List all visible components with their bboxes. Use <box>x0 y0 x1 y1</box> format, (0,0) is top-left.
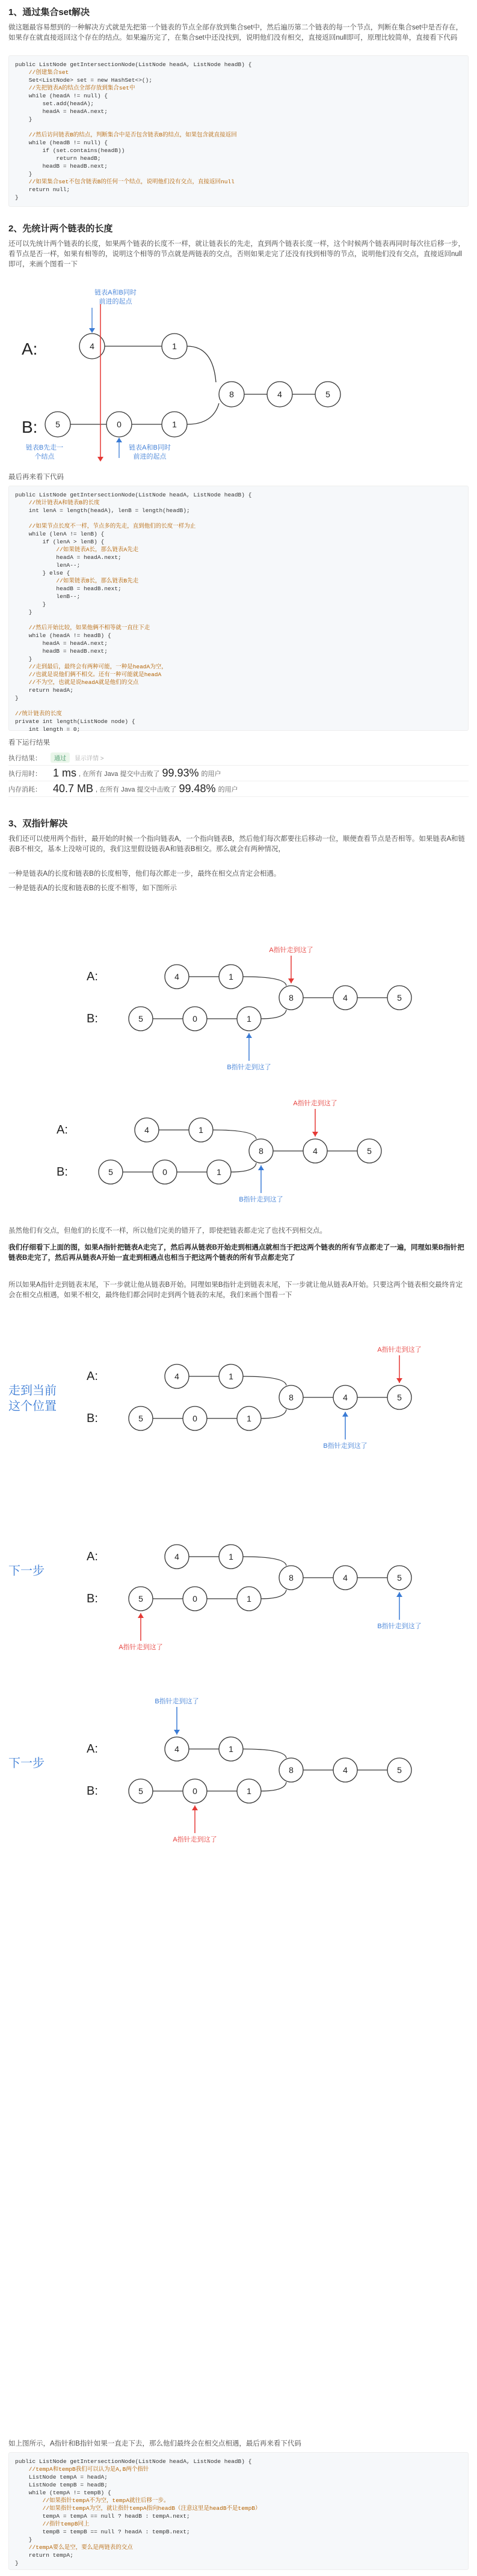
code-line: int length = 0; <box>15 726 81 733</box>
node-value: 1 <box>229 1744 233 1754</box>
node-value: 4 <box>313 1146 318 1156</box>
section3-p3: 一种是链表A的长度和链表B的长度不相等，如下图所示 <box>8 885 177 892</box>
result-key: 执行结果： <box>8 754 42 762</box>
code-line: //走到最后，最终会有两种可能，一种是headA为空， <box>15 664 167 670</box>
label-a: A: <box>87 1370 98 1383</box>
node-value: 8 <box>289 1393 294 1402</box>
code-line: headA = headA.next; <box>15 640 108 647</box>
code-line: if (set.contains(headB)) <box>15 147 125 154</box>
node-b2: 0 <box>117 420 122 429</box>
section3-p5: 我们仔细看下上面的图，如果A指针把链表A走完了，然后再从链表B开始走到相遇点就相当于把这两个链表的所有节点都走了一遍，同理如果B指针把链表B走完了，然后再从链表A开始一直走到相遇点也相当于把这两个链表的所有节点都走完了 <box>8 1244 464 1262</box>
node-value: 1 <box>247 1786 251 1796</box>
code-line: set.add(headA); <box>15 100 94 107</box>
node-value: 4 <box>174 1744 179 1754</box>
node-value: 1 <box>198 1125 203 1135</box>
code-line: return headA; <box>15 687 73 694</box>
result-row-memory <box>8 781 469 797</box>
pointer-b-label: B指针走到这了 <box>155 1698 199 1705</box>
code-line <box>15 123 462 131</box>
pointer-b-label: B指针走到这了 <box>239 1196 283 1203</box>
pointer-b-label: B指针走到这了 <box>227 1064 271 1071</box>
section1-paragraph: 做这题最容易想到的一种解决方式就是先把第一个链表的节点全部存放到集合set中，然后遍历第二个链表的每一个节点，判断在集合set中是否存在，如果存在就直接返回这个存在的结点。如果遍历完了，在集合set中还没找到，说明他们没有相交，直接返回null即可，原理比较简单，直接看下代码 <box>8 24 463 41</box>
bottom-note-2: 前进的起点 <box>133 453 167 460</box>
node-value: 0 <box>192 1014 197 1024</box>
code-line: while (lenA != lenB) { <box>15 531 105 537</box>
code-line: //如果指针tempA不为空，tempA就往后移一步。 <box>15 2497 170 2504</box>
node-c2: 4 <box>277 389 282 399</box>
code-line <box>15 514 462 522</box>
code-line: while (headB != null) { <box>15 139 108 146</box>
code-line: //tempA要么是空，要么是两链表的交点 <box>15 2544 133 2551</box>
node-value: 5 <box>138 1414 143 1423</box>
node-value: 8 <box>289 1573 294 1583</box>
node-value: 1 <box>229 1372 233 1381</box>
pointer-diagram <box>8 1304 469 1473</box>
label-a: A: <box>87 1550 98 1563</box>
section2-after: 最后再来看下代码 <box>8 474 64 481</box>
code-line: headB = headB.next; <box>15 648 108 655</box>
code-line: return headB; <box>15 155 101 162</box>
pointer-b-label: B指针走到这了 <box>377 1623 422 1630</box>
top-note-2: 前进的起点 <box>99 298 132 305</box>
node-value: 4 <box>343 993 348 1003</box>
section3-title: 3、双指针解决 <box>8 819 68 829</box>
code-line: } <box>15 695 19 701</box>
time-percent: 99.93% <box>162 767 199 779</box>
code-line: tempA = tempA == null ? headB : tempA.next; <box>15 2513 190 2520</box>
left-note-1: 链表B先走一 <box>25 444 64 451</box>
node-b3: 1 <box>172 420 177 429</box>
result-row-status <box>8 750 469 766</box>
result-suffix: 的用户 <box>218 786 238 793</box>
side-note: 走到当前 <box>8 1384 57 1397</box>
node-value: 5 <box>397 1573 402 1583</box>
label-a: A: <box>87 970 98 983</box>
pointer-diagram <box>8 902 469 1071</box>
code-block-2 <box>8 486 469 731</box>
result-key: 内存消耗： <box>8 786 42 793</box>
code-block-3 <box>8 2452 469 2570</box>
code-line: tempB = tempB == null ? headA : tempB.next; <box>15 2529 190 2535</box>
side-note: 下一步 <box>8 1564 45 1578</box>
node-value: 4 <box>174 1552 179 1561</box>
code-line <box>15 616 462 624</box>
code-line: //统计链表的长度 <box>15 710 62 717</box>
node-b1: 5 <box>55 420 60 429</box>
s3-p1-text: 我们还可以使用两个指针，最开始的时候一个指向链表A，一个指向链表B，然后他们每次都要往后移动一位，顺便查看节点是否相等。如果链表A和链表B不相交，基本上没啥可说的，我们这里假设链表A和链表B相交。那么就会有两种情况， <box>8 835 466 853</box>
code-line: //如果集合set不包含链表B的任何一个结点，说明他们没有交点，直接返回null <box>15 179 235 185</box>
node-c3: 5 <box>325 389 330 399</box>
time-value: 1 ms <box>53 767 77 779</box>
code-line: lenB--; <box>15 593 81 600</box>
label-b: B: <box>87 1412 98 1425</box>
code-line: //如果链表B长，那么链表B先走 <box>15 578 139 584</box>
top-note-1: 链表A和B同时 <box>94 289 137 296</box>
code-line: } <box>15 171 32 177</box>
code-line: } else { <box>15 570 70 576</box>
details-link[interactable]: 显示详情 > <box>75 755 104 762</box>
pointer-a-label: A指针走到这了 <box>118 1644 163 1651</box>
node-value: 4 <box>144 1125 149 1135</box>
code-line: ListNode tempA = headA; <box>15 2474 108 2480</box>
code-line: return null; <box>15 186 70 193</box>
memory-value: 40.7 MB <box>53 783 94 795</box>
code-line: ListNode tempB = headB; <box>15 2482 108 2488</box>
code-block-1 <box>8 55 469 207</box>
code-line: //先把链表A的结点全部存放到集合set中 <box>15 85 135 91</box>
code-line: public ListNode getIntersectionNode(ListNode headA, ListNode headB) { <box>15 2458 252 2465</box>
node-value: 0 <box>192 1594 197 1604</box>
node-value: 1 <box>247 1014 251 1024</box>
code-line: } <box>15 194 19 201</box>
code-line: //如果链表A长，那么链表A先走 <box>15 546 139 553</box>
code-line: Set<ListNode> set = new HashSet<>(); <box>15 77 153 84</box>
section3-p1 <box>8 834 469 855</box>
code-line: headA = headA.next; <box>15 554 122 561</box>
pointer-b-label: B指针走到这了 <box>323 1442 368 1450</box>
node-c1: 8 <box>229 389 234 399</box>
section3-p6: 所以如果A指针走到链表末尾，下一步就让他从链表B开始。同理如果B指针走到链表末尾，下一步就让他从链表A开始。只要这两个链表相交最终肯定会在相交点相遇，如果不相交，最终他们都会同时走到两个链表的末尾，我们来画个图看一下 <box>8 1281 463 1299</box>
code-line: public ListNode getIntersectionNode(ListNode headA, ListNode headB) { <box>15 492 252 498</box>
node-value: 1 <box>247 1414 251 1423</box>
node-value: 5 <box>138 1786 143 1796</box>
result-table <box>8 750 469 797</box>
node-value: 1 <box>229 972 233 981</box>
node-value: 8 <box>259 1146 263 1156</box>
code-line: while (headA != headB) { <box>15 632 111 639</box>
node-value: 5 <box>397 1765 402 1775</box>
pointer-a-label: A指针走到这了 <box>173 1836 217 1843</box>
node-value: 8 <box>289 993 294 1003</box>
node-value: 0 <box>162 1167 167 1177</box>
code-line: //然后开始比较，如果他俩不相等就一直往下走 <box>15 624 150 631</box>
node-value: 1 <box>217 1167 221 1177</box>
label-a: A: <box>87 1742 98 1756</box>
node-value: 0 <box>192 1786 197 1796</box>
node-value: 5 <box>367 1146 372 1156</box>
section2-paragraph: 还可以先统计两个链表的长度，如果两个链表的长度不一样，就让链表长的先走，直到两个链表长度一样，这个时候两个链表再同时每次往后移一步，看节点是否一样，如果有相等的，说明这个相等的节点就是两链表的交点，否则如果走完了还没有找到相等的节点，说明他们没有交点，直接返回null即可，来画个图看一下 <box>8 240 465 268</box>
label-a: A: <box>57 1123 68 1137</box>
code-line: return tempA; <box>15 2552 73 2559</box>
section1-title: 1、通过集合set解决 <box>8 7 90 17</box>
label-a: A: <box>22 340 38 358</box>
side-note: 这个位置 <box>8 1400 57 1413</box>
code-line <box>15 702 462 710</box>
label-b: B: <box>57 1165 68 1179</box>
node-value: 5 <box>138 1014 143 1024</box>
label-b: B: <box>87 1784 98 1798</box>
code-line: //然后访问链表B的结点，判断集合中是否包含链表B的结点，如果包含就直接返回 <box>15 132 237 138</box>
node-value: 1 <box>229 1552 233 1561</box>
code-line: } <box>15 601 46 608</box>
code-line: private int length(ListNode node) { <box>15 718 135 725</box>
code-line: } <box>15 656 32 662</box>
code-line: while (tempA != tempB) { <box>15 2489 111 2496</box>
label-b: B: <box>87 1592 98 1605</box>
node-value: 0 <box>192 1414 197 1423</box>
code-line: public ListNode getIntersectionNode(ListNode headA, ListNode headB) { <box>15 61 252 68</box>
status-badge: 通过 <box>51 752 70 763</box>
code-line: headB = headB.next; <box>15 163 108 169</box>
code-line: //创建集合set <box>15 69 69 76</box>
code-line: } <box>15 116 32 123</box>
node-value: 5 <box>138 1594 143 1604</box>
pointer-a-label: A指针走到这了 <box>269 947 313 954</box>
pointer-a-label: A指针走到这了 <box>293 1100 337 1107</box>
pointer-diagram <box>8 1485 469 1653</box>
result-key: 执行用时： <box>8 770 42 778</box>
memory-percent: 99.48% <box>179 783 216 795</box>
result-title: 看下运行结果 <box>8 739 50 746</box>
code-line: //如果指针tempA为空，就让指针tempA指向headB（注意这里是headB不是tempB） <box>15 2505 261 2512</box>
code-line: } <box>15 2536 32 2543</box>
code-line: if (lenA > lenB) { <box>15 539 105 545</box>
node-a1: 4 <box>90 341 94 351</box>
node-value: 1 <box>247 1594 251 1604</box>
code-line: lenA--; <box>15 562 81 569</box>
side-note: 下一步 <box>8 1757 45 1770</box>
label-b: B: <box>22 418 38 436</box>
node-value: 5 <box>108 1167 113 1177</box>
code-line: //指针tempB同上 <box>15 2521 90 2527</box>
left-note-2: 个结点 <box>34 453 55 460</box>
section3-p4: 虽然他们有交点，但他们的长度不一样，所以他们完美的错开了，即使把链表都走完了也找不到相交点。 <box>8 1227 327 1235</box>
result-suffix: 的用户 <box>201 770 221 778</box>
code-line: int lenA = length(headA), lenB = length(headB); <box>15 507 190 514</box>
code-line: //统计链表A和链表B的长度 <box>15 499 100 506</box>
section3-p7: 如上图所示，A指针和B指针如果一直走下去，那么他们最终会在相交点相遇，最后再来看下代码 <box>8 2440 301 2447</box>
length-diagram <box>8 280 469 466</box>
node-value: 4 <box>174 1372 179 1381</box>
code-line: headB = headB.next; <box>15 585 122 592</box>
result-row-time <box>8 766 469 781</box>
code-line: //也就是说他们俩不相交。还有一种可能就是headA <box>15 671 162 678</box>
node-value: 4 <box>343 1393 348 1402</box>
code-line: } <box>15 2560 19 2566</box>
node-value: 4 <box>174 972 179 981</box>
section3-p2: 一种是链表A的长度和链表B的长度相等，他们每次都走一步，最终在相交点肯定会相遇。 <box>8 870 281 877</box>
code-line: //不为空，也就是说headA就是他们的交点 <box>15 679 139 686</box>
label-b: B: <box>87 1012 98 1025</box>
bottom-note-1: 链表A和B同时 <box>129 444 171 451</box>
code-line: while (headA != null) { <box>15 93 108 99</box>
code-line: //如果节点长度不一样，节点多的先走，直到他们的长度一样为止 <box>15 523 196 530</box>
node-value: 5 <box>397 993 402 1003</box>
node-value: 5 <box>397 1393 402 1402</box>
pointer-diagram <box>8 1659 469 1843</box>
node-value: 4 <box>343 1765 348 1775</box>
node-a2: 1 <box>172 341 177 351</box>
node-value: 8 <box>289 1765 294 1775</box>
code-line: } <box>15 609 32 615</box>
pointer-a-label: A指针走到这了 <box>377 1346 422 1354</box>
result-mid: , 在所有 Java 提交中击败了 <box>96 786 177 793</box>
pointer-diagram <box>8 1064 469 1220</box>
section2-title: 2、先统计两个链表的长度 <box>8 224 113 234</box>
code-line: headA = headA.next; <box>15 108 108 115</box>
node-value: 4 <box>343 1573 348 1583</box>
code-line: //tempA和tempB我们可以认为是A,B两个指针 <box>15 2466 149 2473</box>
result-mid: , 在所有 Java 提交中击败了 <box>79 770 160 778</box>
